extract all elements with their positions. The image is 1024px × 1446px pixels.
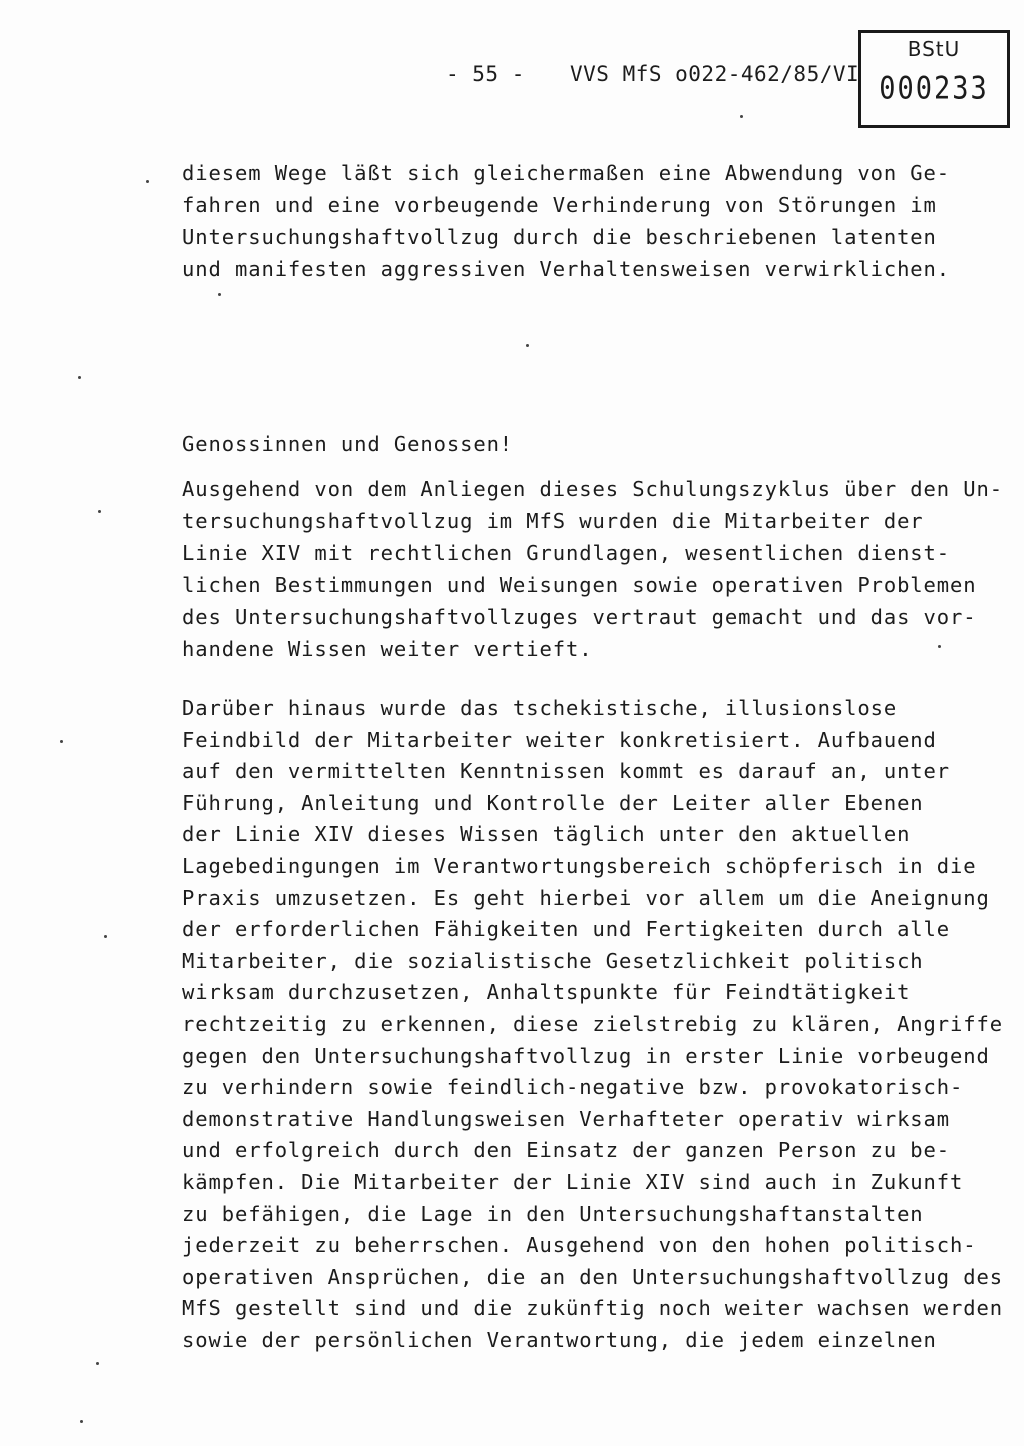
text-line: Lagebedingungen im Verantwortungsbereich schöpferisch in die: [182, 853, 977, 878]
text-line: gegen den Untersuchungshaftvollzug in erster Linie vorbeugend: [182, 1043, 990, 1068]
text-line: und manifesten aggressiven Verhaltensweisen verwirklichen.: [182, 257, 951, 281]
paragraph-2: [182, 473, 1003, 665]
text-line: MfS gestellt sind und die zukünftig noch weiter wachsen werden: [182, 1296, 1004, 1321]
text-line: Führung, Anleitung und Kontrolle der Leiter aller Ebenen: [182, 790, 924, 815]
text-line: lichen Bestimmungen und Weisungen sowie operativen Problemen: [182, 573, 977, 597]
text-line: kämpfen. Die Mitarbeiter der Linie XIV sind auch in Zukunft: [182, 1169, 964, 1194]
text-line: Linie XIV mit rechtlichen Grundlagen, wesentlichen dienst-: [182, 541, 951, 565]
text-line: des Untersuchungshaftvollzuges vertraut gemacht und das vor-: [182, 605, 977, 629]
scan-speck: [98, 510, 101, 513]
text-line: zu verhindern sowie feindlich-negative bzw. provokatorisch-: [182, 1075, 964, 1100]
text-line: auf den vermittelten Kenntnissen kommt es darauf an, unter: [182, 759, 951, 784]
text-line: tersuchungshaftvollzug im MfS wurden die Mitarbeiter der: [182, 509, 924, 533]
scan-speck: [938, 645, 941, 648]
text-line: der erforderlichen Fähigkeiten und Fertigkeiten durch alle: [182, 917, 951, 942]
text-line: der Linie XIV dieses Wissen täglich unter den aktuellen: [182, 822, 911, 847]
scan-speck: [96, 1362, 99, 1365]
archive-stamp: [858, 30, 1010, 128]
text-line: demonstrative Handlungsweisen Verhafteter operativ wirksam: [182, 1106, 951, 1131]
scan-speck: [78, 376, 81, 379]
scan-speck: [80, 1420, 83, 1423]
page-header: [0, 62, 860, 94]
text-line: rechtzeitig zu erkennen, diese zielstrebig zu klären, Angriffe: [182, 1011, 1004, 1036]
text-line: Mitarbeiter, die sozialistische Gesetzlichkeit politisch: [182, 948, 924, 973]
document-reference: VVS MfS o022-462/85/VI: [570, 62, 860, 86]
stamp-agency: BStU: [907, 37, 961, 61]
text-line: sowie der persönlichen Verantwortung, die jedem einzelnen: [182, 1327, 937, 1352]
stamp-number: 000233: [879, 70, 989, 107]
page-number: - 55 -: [446, 62, 525, 86]
scan-speck: [740, 115, 743, 118]
paragraph-3: [182, 693, 1003, 1356]
text-line: Feindbild der Mitarbeiter weiter konkretisiert. Aufbauend: [182, 727, 937, 752]
text-line: Praxis umzusetzen. Es geht hierbei vor allem um die Aneignung: [182, 885, 990, 910]
text-line: wirksam durchzusetzen, Anhaltspunkte für Feindtätigkeit: [182, 980, 911, 1005]
text-line: Untersuchungshaftvollzug durch die beschriebenen latenten: [182, 225, 937, 249]
text-line: operativen Ansprüchen, die an den Untersuchungshaftvollzug des: [182, 1264, 1004, 1289]
scan-speck: [218, 293, 221, 296]
paragraph-1: [182, 157, 950, 285]
text-line: Ausgehend von dem Anliegen dieses Schulungszyklus über den Un-: [182, 477, 1004, 501]
salutation: Genossinnen und Genossen!: [182, 432, 514, 456]
text-line: Darüber hinaus wurde das tschekistische, illusionslose: [182, 696, 898, 720]
text-line: fahren und eine vorbeugende Verhinderung von Störungen im: [182, 193, 937, 217]
scan-speck: [104, 935, 107, 938]
text-line: zu befähigen, die Lage in den Untersuchungshaftanstalten: [182, 1201, 924, 1226]
scan-speck: [526, 344, 529, 347]
text-line: handene Wissen weiter vertieft.: [182, 637, 593, 661]
text-line: jederzeit zu beherrschen. Ausgehend von den hohen politisch-: [182, 1233, 977, 1258]
scan-speck: [60, 740, 63, 743]
scan-speck: [146, 180, 149, 183]
text-line: diesem Wege läßt sich gleichermaßen eine Abwendung von Ge-: [182, 161, 951, 185]
text-line: und erfolgreich durch den Einsatz der ganzen Person zu be-: [182, 1138, 951, 1163]
